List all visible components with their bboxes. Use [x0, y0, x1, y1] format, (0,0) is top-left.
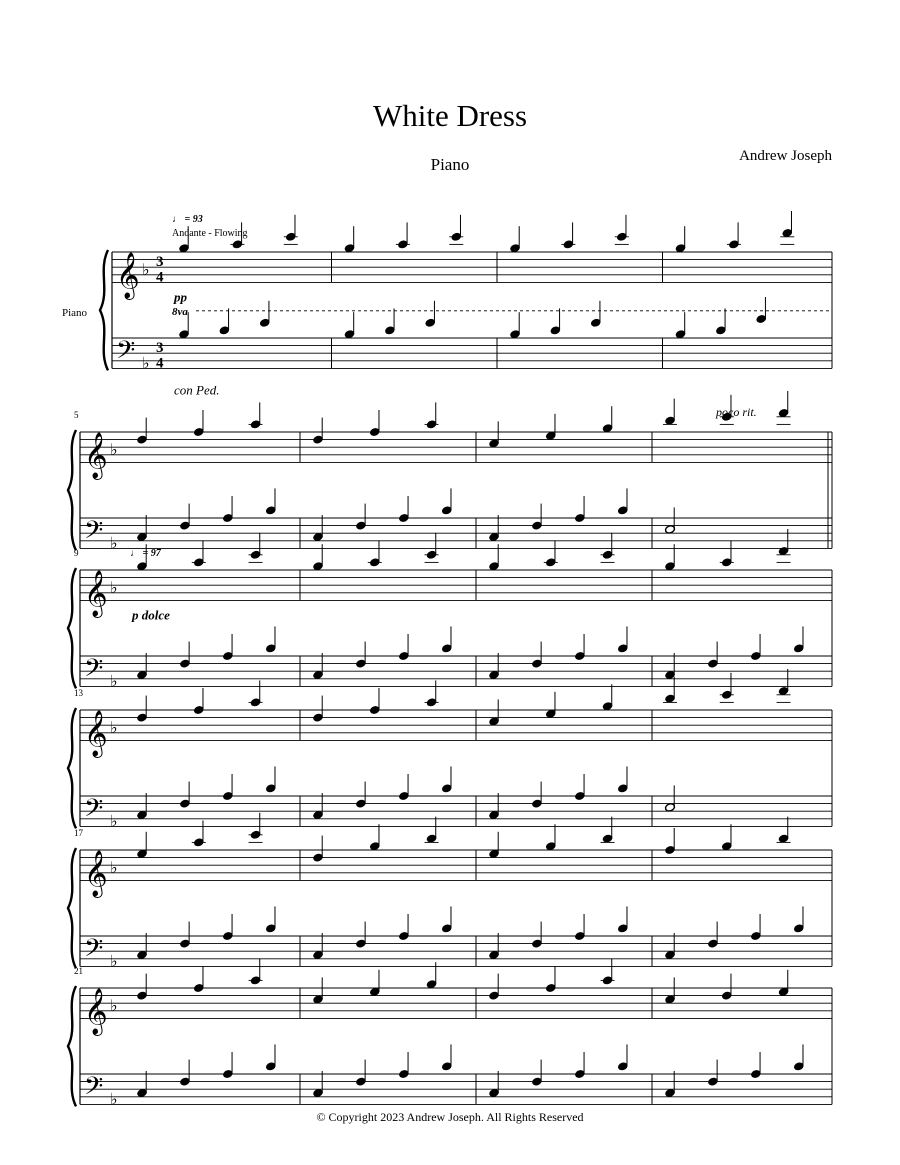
- system-brace: [68, 708, 76, 828]
- measure-number: 13: [74, 688, 83, 698]
- key-flat-icon: ♭: [110, 442, 118, 459]
- treble-clef-icon: 𝄞: [84, 710, 108, 756]
- dynamic-marking: pp: [174, 289, 187, 305]
- treble-clef-icon: 𝄞: [84, 432, 108, 478]
- instrument-subtitle: Piano: [430, 155, 470, 174]
- instrument-label: Piano: [62, 307, 88, 319]
- tempo-text: Andante - Flowing: [172, 228, 248, 239]
- bass-clef-icon: 𝄢: [84, 794, 104, 828]
- key-flat-icon: ♭: [110, 998, 118, 1015]
- key-flat-icon: ♭: [110, 580, 118, 597]
- measure-number: 21: [74, 966, 83, 976]
- time-signature-bottom: 4: [156, 355, 164, 372]
- treble-clef-icon: 𝄞: [84, 850, 108, 896]
- key-flat-icon: ♭: [110, 720, 118, 737]
- key-flat-icon: ♭: [110, 860, 118, 877]
- treble-clef-icon: 𝄞: [84, 988, 108, 1034]
- measure-number: 17: [74, 828, 83, 838]
- measure-number: 9: [74, 548, 79, 558]
- treble-clef-icon: 𝄞: [84, 570, 108, 616]
- system-brace: [68, 848, 76, 968]
- key-flat-icon: ♭: [110, 1091, 118, 1109]
- key-flat-icon: ♭: [142, 355, 150, 373]
- tempo-marking: ♩ = 93: [172, 214, 203, 225]
- tempo-marking: ♩ = 97: [130, 548, 161, 559]
- dynamic-marking: p dolce: [132, 607, 170, 623]
- system-brace: [68, 430, 76, 550]
- system-brace: [100, 250, 108, 370]
- bass-clef-icon: 𝄢: [84, 516, 104, 550]
- key-flat-icon: ♭: [110, 953, 118, 971]
- measure-number: 5: [74, 410, 79, 420]
- time-signature-top: 3: [156, 340, 164, 357]
- copyright-notice: © Copyright 2023 Andrew Joseph. All Rights Reserved: [316, 1110, 584, 1124]
- score-title: White Dress: [372, 98, 528, 133]
- key-flat-icon: ♭: [110, 535, 118, 553]
- bass-clef-icon: 𝄢: [84, 934, 104, 968]
- bass-clef-icon: 𝄢: [84, 654, 104, 688]
- ottava-marking: 8va: [172, 305, 188, 318]
- rit-marking: poco rit.: [716, 405, 757, 419]
- composer-name: Andrew Joseph: [739, 148, 832, 164]
- key-flat-icon: ♭: [142, 262, 150, 279]
- key-flat-icon: ♭: [110, 813, 118, 831]
- bass-clef-icon: 𝄢: [84, 1072, 104, 1106]
- time-signature-bottom: 4: [156, 269, 164, 286]
- system-brace: [68, 568, 76, 688]
- bass-clef-icon: 𝄢: [116, 336, 136, 370]
- key-flat-icon: ♭: [110, 673, 118, 691]
- time-signature-top: 3: [156, 254, 164, 271]
- system-brace: [68, 986, 76, 1106]
- pedal-marking: con Ped.: [174, 382, 220, 398]
- treble-clef-icon: 𝄞: [116, 252, 140, 298]
